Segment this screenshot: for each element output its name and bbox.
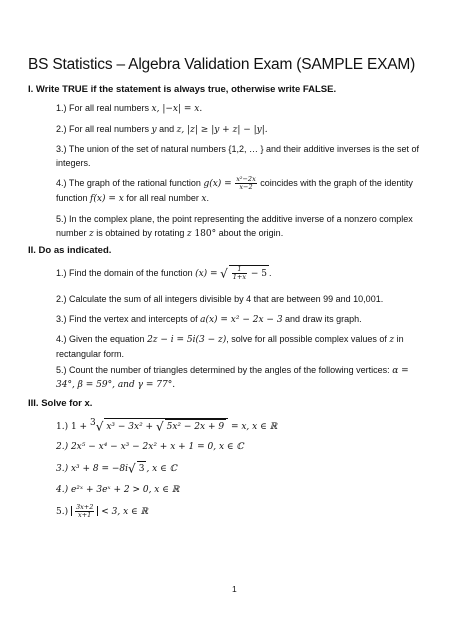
s3-item-1: 1.) 1 + $^3$√ x³ − 3x² + √ 5x² − 2x + 9 = x, x ∈ ℝ (56, 418, 278, 434)
s3-item-4: 4.) e²ˣ + 3eˣ + 2 > 0, x ∈ ℝ (56, 485, 180, 495)
cube-root-sign: √ (95, 419, 104, 434)
page-number: 1 (232, 584, 237, 594)
s1-item-3: 3.) The union of the set of natural numbers {1,2, … } and their additive inverses is the set of integers. (56, 144, 420, 168)
section-1-heading: I. Write TRUE if the statement is always true, otherwise write FALSE. (28, 84, 337, 95)
section-2-heading: II. Do as indicated. (28, 245, 112, 256)
page-title: BS Statistics – Algebra Validation Exam (SAMPLE EXAM) (28, 56, 416, 73)
sqrt-sign-inner: √ (155, 419, 164, 434)
absolute-value: $\frac{3x+2}{x+1}$ (71, 506, 98, 516)
s2-item-2: 2.) Calculate the sum of all integers divisible by 4 that are between 99 and 10,001. (56, 294, 384, 304)
s3-item-5: 5.) $\frac{3x+2}{x+1}$ < 3, x ∈ ℝ (56, 503, 149, 520)
s1-item-2: 2.) For all real numbers y and z, |z| ≥ |y + z| − |y|. (56, 124, 268, 135)
s2-item-1: 1.) Find the domain of the function (x) = √ $\frac{1}{1+x}$ − 5 . (56, 265, 272, 282)
section-3-heading: III. Solve for x. (28, 398, 93, 409)
s1-item-4: 4.) The graph of the rational function g(x) = $\frac{\text{x²−2x}}{x-2}$ coincides with the graph of the identity function f(x) = x for all real number x. (56, 175, 413, 205)
s3-item-3: 3.) x³ + 8 = −8i√ 3 , x ∈ ℂ (56, 461, 177, 476)
s2-item-4: 4.) Given the equation 2z − i = 5i(3 − z), solve for all possible complex values of z in rectangular form. (56, 334, 404, 359)
s2-item-5: 5.) Count the number of triangles determined by the angles of the following vertices: α = 34°, β = 59°, and γ = 77°. (56, 365, 409, 390)
sqrt-sign: √ (220, 266, 228, 281)
sqrt-sign: √ (128, 461, 136, 476)
sqrt-content: $\frac{1}{1+x}$ − 5 (229, 265, 269, 281)
s1-item-5: 5.) In the complex plane, the point representing the additive inverse of a nonzero complex number z is obtained by rotating z 180° about the origin. (56, 214, 413, 239)
s1-item-1: 1.) For all real numbers x, |−x| = x. (56, 103, 203, 114)
s2-item-3: 3.) Find the vertex and intercepts of a(x) = x² − 2x − 3 and draw its graph. (56, 314, 362, 325)
rational-fraction: $\frac{\text{x²−2x}}{x-2}$ (236, 175, 256, 192)
s3-item-2: 2.) 2x⁵ − x⁴ − x³ − 2x² + x + 1 = 0, x ∈ ℂ (56, 442, 244, 452)
